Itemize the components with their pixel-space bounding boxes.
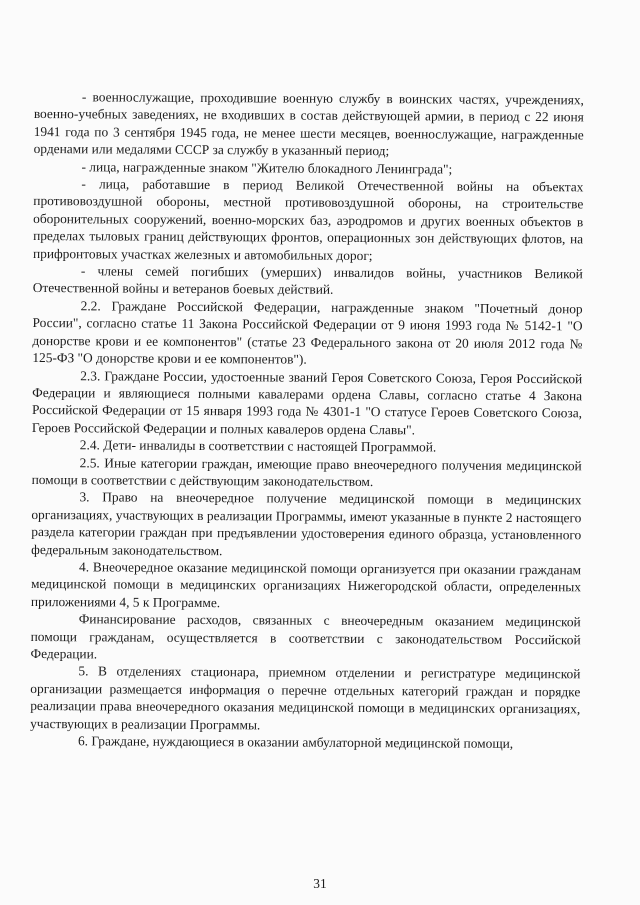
paragraph: Финансирование расходов, связанных с внеочередным оказанием медицинской помощи гражданам, осуществляется в соответствии с законодательством Российской Федерации. <box>30 611 581 662</box>
paragraph: 3. Право на внеочередное получение медицинской помощи в медицинских организациях, участвующих в реализации Программы, имеют указанные в пункте 2 настоящего раздела категории граждан при предъявлении удостоверения единого образца, установленного федеральным законодательством. <box>31 489 582 558</box>
paragraph: 2.4. Дети- инвалиды в соответствии с настоящей Программой. <box>79 437 437 455</box>
paragraph: 4. Внеочередное оказание медицинской помощи организуется при оказании гражданам медицинской помощи в медицинских организациях Нижегородской области, определенных приложениями 4, 5 к Программе. <box>30 559 582 610</box>
paragraph: 2.2. Граждане Российской Федерации, награжденные знаком "Почетный донор России", согласно статье 11 Закона Российской Федерации от 9 июня 1993 года № 5142-1 "О донорстве крови и ее компонентов" (статье 23 Федерального закона от 20 июля 2012 года № 125-ФЗ "О донорстве крови и ее компонентов"). <box>32 298 583 367</box>
paragraph: 5. В отделениях стационара, приемном отделении и регистратуре медицинской организации размещается информация о перечне отдельных категорий граждан и порядке реализации права внеочередного оказания медицинской помощи в медицинских организациях, участвующих в реализации Программы. <box>30 663 581 733</box>
paragraph: - военнослужащие, проходившие военную службу в воинских частях, учреждениях, военно-учебных заведениях, не входивших в состав действующей армии, в период с 22 июня 1941 года по 3 сентября 1945 года, не менее шести месяцев, военнослужащие, награжденные орденами или медалями СССР за службу в указанный период; <box>33 89 584 159</box>
page-number: 31 <box>313 876 327 891</box>
paragraph: 2.3. Граждане России, удостоенные званий Героя Советского Союза, Героя Российской Федерации и являющиеся полными кавалерами ордена Славы, согласно статье 4 Закона Российской Федерации от 15 января 1993 года № 4301-1 "О статусе Героев Советского Союза, Героев Российской Федерации и полных кавалеров ордена Славы". <box>31 367 583 438</box>
paragraph: - лица, работавшие в период Великой Отечественной войны на объектах противовоздушной обороны, местной противовоздушной обороны, на строительстве оборонительных сооружений, военно-морских баз, аэродромов и других военных объектов в пределах тыловых границ действующих фронтов, операционных зон действующих флотов, на прифронтовых участках железных и автомобильных дорог; <box>32 176 584 263</box>
paragraph: 6. Граждане, нуждающиеся в оказании амбулаторной медицинской помощи, <box>77 733 514 751</box>
paragraph: - члены семей погибших (умерших) инвалидов войны, участников Великой Отечественной войны и ветеранов боевых действий. <box>32 263 583 298</box>
paragraph: 2.5. Иные категории граждан, имеющие право внеочередного получения медицинской помощи в соответствии с действующим законодательством. <box>31 454 582 490</box>
body-text <box>30 88 584 753</box>
paragraph: - лица, награжденные знаком "Жителю блокадного Ленинграда"; <box>81 158 453 177</box>
